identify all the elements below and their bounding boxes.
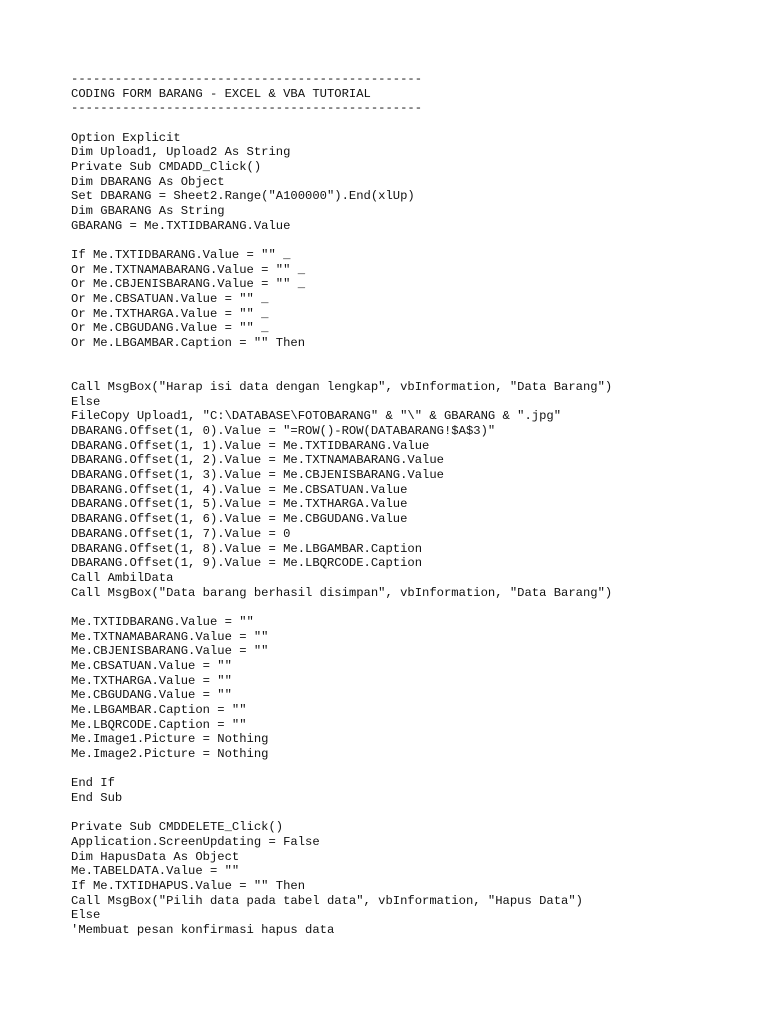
code-line: Me.LBQRCODE.Caption = "": [71, 717, 247, 732]
code-line: Dim GBARANG As String: [71, 204, 225, 219]
code-line: Me.TXTNAMABARANG.Value = "": [71, 629, 269, 644]
code-line: Call MsgBox("Data barang berhasil disimpan", vbInformation, "Data Barang"): [71, 585, 613, 600]
code-line: Else: [71, 394, 101, 409]
code-line: Me.TXTHARGA.Value = "": [71, 673, 232, 688]
code-line: Call MsgBox("Harap isi data dengan lengkap", vbInformation, "Data Barang"): [71, 380, 613, 395]
code-line: Or Me.CBJENISBARANG.Value = "" _: [71, 277, 306, 292]
code-line: Or Me.CBGUDANG.Value = "" _: [71, 321, 269, 336]
code-line: Call AmbilData: [71, 570, 174, 585]
code-line: [71, 600, 612, 615]
code-line: Or Me.TXTHARGA.Value = "" _: [71, 306, 269, 321]
code-line: Me.Image1.Picture = Nothing: [71, 732, 269, 747]
code-line: DBARANG.Offset(1, 9).Value = Me.LBQRCODE.Caption: [71, 556, 423, 571]
code-line: DBARANG.Offset(1, 8).Value = Me.LBGAMBAR.Caption: [71, 541, 423, 556]
code-line: ------------------------------------------------: [71, 72, 423, 86]
code-line: [71, 806, 612, 821]
code-line: Application.ScreenUpdating = False: [71, 834, 320, 849]
code-line: DBARANG.Offset(1, 4).Value = Me.CBSATUAN.Value: [71, 482, 408, 497]
code-line: Or Me.TXTNAMABARANG.Value = "" _: [71, 262, 306, 277]
code-line: Dim DBARANG As Object: [71, 174, 225, 189]
code-line: [71, 365, 612, 380]
code-line: DBARANG.Offset(1, 2).Value = Me.TXTNAMABARANG.Value: [71, 453, 444, 468]
code-line: Me.TABELDATA.Value = "": [71, 864, 240, 879]
code-line: DBARANG.Offset(1, 7).Value = 0: [71, 526, 291, 541]
code-line: DBARANG.Offset(1, 0).Value = "=ROW()-ROW(DATABARANG!$A$3)": [71, 424, 496, 439]
code-line: FileCopy Upload1, "C:\DATABASE\FOTOBARANG" & "\" & GBARANG & ".jpg": [71, 409, 562, 424]
code-line: If Me.TXTIDHAPUS.Value = "" Then: [71, 878, 306, 893]
code-line: Me.LBGAMBAR.Caption = "": [71, 702, 247, 717]
code-line: End Sub: [71, 790, 123, 805]
code-line: Me.CBJENISBARANG.Value = "": [71, 644, 269, 659]
code-line: Else: [71, 908, 101, 923]
code-line: [71, 116, 612, 131]
code-line: Dim Upload1, Upload2 As String: [71, 145, 291, 160]
code-line: Set DBARANG = Sheet2.Range("A100000").End(xlUp): [71, 189, 415, 204]
code-line: GBARANG = Me.TXTIDBARANG.Value: [71, 218, 291, 233]
code-line: Me.Image2.Picture = Nothing: [71, 746, 269, 761]
code-line: DBARANG.Offset(1, 5).Value = Me.TXTHARGA.Value: [71, 497, 408, 512]
code-line: Or Me.LBGAMBAR.Caption = "" Then: [71, 336, 306, 351]
code-line: [71, 233, 612, 248]
code-line: Private Sub CMDDELETE_Click(): [71, 820, 284, 835]
code-line: ------------------------------------------------: [71, 101, 423, 116]
code-line: 'Membuat pesan konfirmasi hapus data: [71, 922, 335, 937]
code-line: Call MsgBox("Pilih data pada tabel data", vbInformation, "Hapus Data"): [71, 893, 583, 908]
code-line: Private Sub CMDADD_Click(): [71, 160, 262, 175]
code-line: DBARANG.Offset(1, 3).Value = Me.CBJENISBARANG.Value: [71, 468, 444, 483]
code-line: Me.TXTIDBARANG.Value = "": [71, 614, 254, 629]
code-line: DBARANG.Offset(1, 1).Value = Me.TXTIDBARANG.Value: [71, 438, 430, 453]
code-listing: [71, 72, 612, 938]
code-line: End If: [71, 776, 115, 791]
code-line: DBARANG.Offset(1, 6).Value = Me.CBGUDANG.Value: [71, 512, 408, 527]
code-line: CODING FORM BARANG - EXCEL & VBA TUTORIAL: [71, 86, 371, 101]
code-line: Option Explicit: [71, 130, 181, 145]
code-line: Me.CBSATUAN.Value = "": [71, 658, 232, 673]
code-line: [71, 351, 612, 366]
code-line: Me.CBGUDANG.Value = "": [71, 688, 232, 703]
code-line: [71, 762, 612, 777]
code-line: Dim HapusData As Object: [71, 849, 240, 864]
code-line: Or Me.CBSATUAN.Value = "" _: [71, 292, 269, 307]
code-line: If Me.TXTIDBARANG.Value = "" _: [71, 248, 291, 263]
